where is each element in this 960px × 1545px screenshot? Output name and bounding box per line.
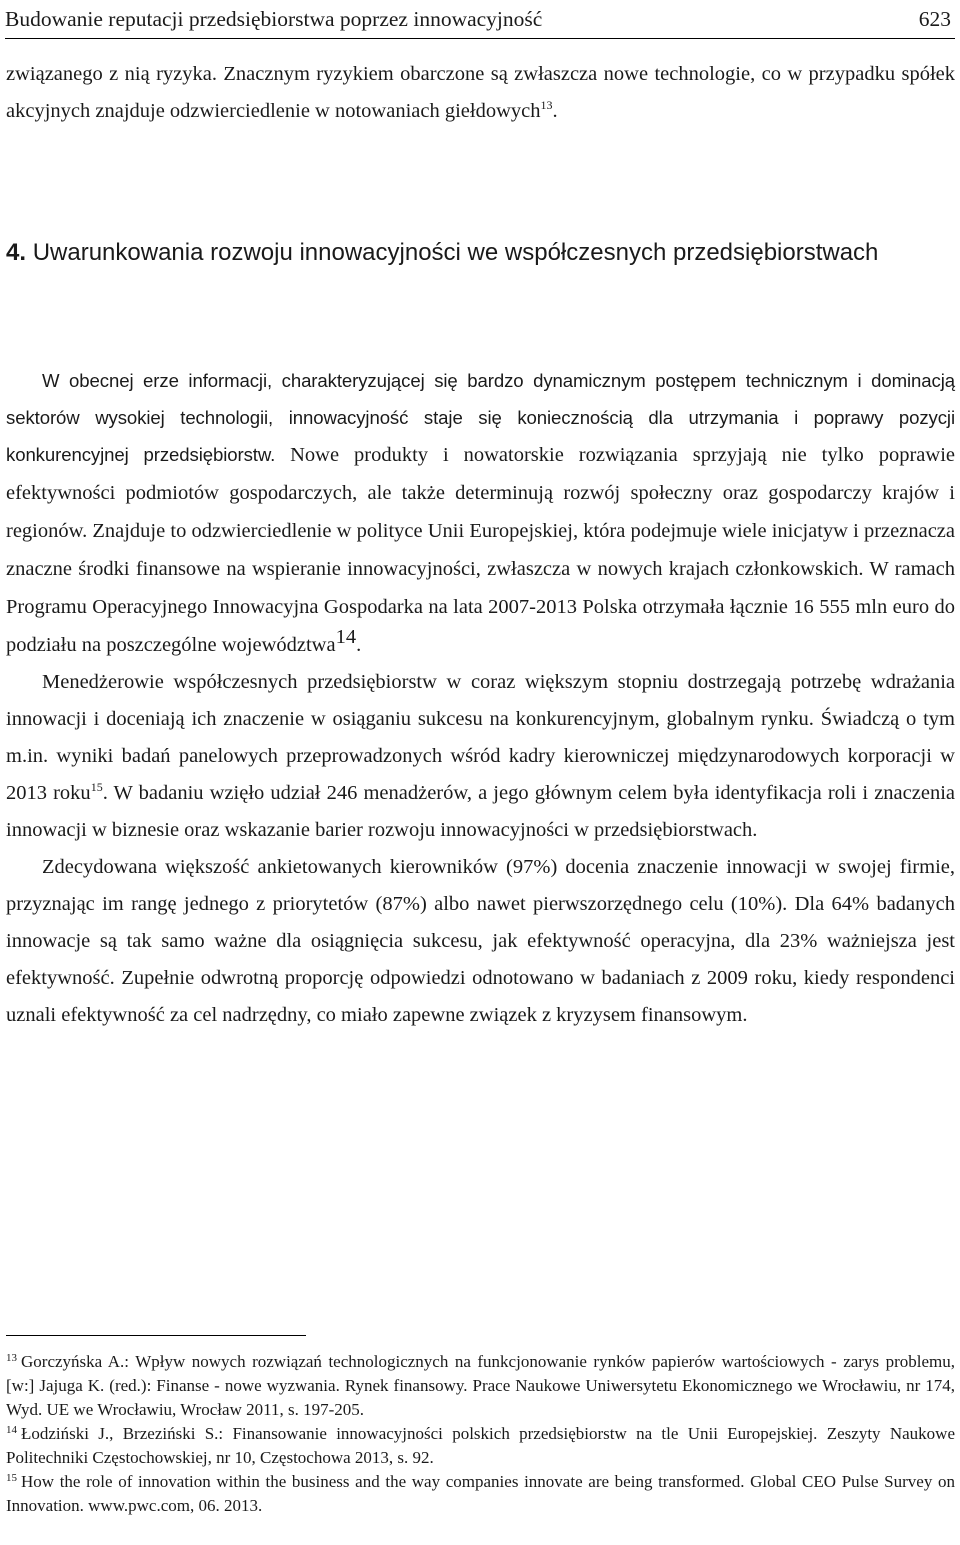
page-number: 623 bbox=[918, 7, 951, 31]
body-text bbox=[6, 362, 955, 1034]
intro-paragraph bbox=[6, 56, 955, 130]
footnote-number: 14 bbox=[6, 1424, 17, 1436]
footnote-15 bbox=[6, 1470, 955, 1518]
paragraph-1-tail: . bbox=[356, 634, 362, 656]
paragraph-2 bbox=[6, 664, 955, 849]
footnote-text: Łodziński J., Brzeziński S.: Finansowanie innowacyjności polskich przedsiębiorstw na tle Unii Europejskiej. Zeszyty Naukowe Politechniki Częstochowskiej, nr 10, Częstochowa 2013, s. 92. bbox=[6, 1424, 955, 1467]
paragraph-1 bbox=[6, 362, 955, 664]
paragraph-2-text: Menedżerowie współczesnych przedsiębiorstw w coraz większym stopniu dostrzegają potrzebę wdrażania innowacji i doceniają ich znaczenie w osiąganiu sukcesu na konkurencyjnym, globalnym rynku. Świadczą o tym m.in. wyniki badań panelowych przeprowadzonych wśród kadry kierowniczej międzynarodowych korporacji w 2013 roku bbox=[6, 671, 955, 804]
section-number: 4. bbox=[6, 239, 27, 266]
footnote-number: 15 bbox=[6, 1472, 17, 1484]
paragraph-2-tail: . W badaniu wzięło udział 246 menadżerów, a jego głównym celem była identyfikacja roli i znaczenia innowacji w biznesie oraz wskazanie barier rozwoju innowacyjności w przedsiębiorstwach. bbox=[6, 782, 955, 841]
paragraph-1-serif: Nowe produkty i nowatorskie rozwiązania sprzyjają nie tylko poprawie efektywności podmiotów gospodarczych, ale także determinują rozwój społeczny oraz gospodarczy krajów i regionów. Znajduje to odzwierciedlenie w polityce Unii Europejskiej, która podejmuje wiele inicjatyw i przeznacza znaczne środki finansowe na wspieranie innowacyjności, zwłaszcza w nowych krajach członkowskich. W ramach Programu Operacyjnego Innowacyjna Gospodarka na lata 2007-2013 Polska otrzymała łącznie 16 555 mln euro do podziału na poszczególne województwa bbox=[6, 444, 955, 656]
footnote-14 bbox=[6, 1422, 955, 1470]
running-header bbox=[5, 4, 955, 39]
section-heading bbox=[6, 236, 906, 270]
footnote-divider bbox=[6, 1335, 306, 1336]
intro-text: związanego z nią ryzyka. Znacznym ryzykiem obarczone są zwłaszcza nowe technologie, co w przypadku spółek akcyjnych znajduje odzwierciedlenie w notowaniach giełdowych bbox=[6, 63, 955, 122]
footnote-text: Gorczyńska A.: Wpływ nowych rozwiązań technologicznych na funkcjonowanie rynków papierów wartościowych - zarys problemu, [w:] Jajuga K. (red.): Finanse - nowe wyzwania. Rynek finansowy. Prace Naukowe Uniwersytetu Ekonomicznego we Wrocławiu, nr 174, Wyd. UE we Wrocławiu, Wrocław 2011, s. 197-205. bbox=[6, 1352, 955, 1419]
footnote-ref-15[interactable]: 15 bbox=[90, 780, 103, 794]
intro-tail: . bbox=[552, 100, 558, 122]
footnote-ref-14[interactable]: 14 bbox=[335, 626, 357, 648]
footnote-13 bbox=[6, 1350, 955, 1422]
footnote-ref-13[interactable]: 13 bbox=[540, 98, 553, 112]
footnote-number: 13 bbox=[6, 1352, 17, 1364]
footnote-text: How the role of innovation within the business and the way companies innovate are being transformed. Global CEO Pulse Survey on Innovation. www.pwc.com, 06. 2013. bbox=[6, 1472, 955, 1515]
paragraph-1-sans: W obecnej erze informacji, charakteryzującej się bardzo dynamicznym postępem technicznym i dominacją sektorów wysokiej technologii, innowacyjność staje się koniecznością dla utrzymania i poprawy pozycji konkurencyjnej przedsiębiorstw. bbox=[6, 370, 955, 465]
paragraph-3: Zdecydowana większość ankietowanych kierowników (97%) docenia znaczenie innowacji w swojej firmie, przyznając im rangę jednego z priorytetów (87%) albo nawet pierwszorzędnego celu (10%). Dla 64% badanych innowacje są tak samo ważne dla osiągnięcia sukcesu, jak efektywność operacyjna, dla 23% ważniejsza jest efektywność. Zupełnie odwrotną proporcję odpowiedzi odnotowano w badaniach z 2009 roku, kiedy respondenci uznali efektywność za cel nadrzędny, co miało zapewne związek z kryzysem finansowym. bbox=[6, 856, 955, 1026]
running-title: Budowanie reputacji przedsiębiorstwa poprzez innowacyjność bbox=[5, 7, 543, 31]
footnotes bbox=[6, 1350, 955, 1518]
section-title: Uwarunkowania rozwoju innowacyjności we współczesnych przedsiębiorstwach bbox=[32, 239, 879, 266]
